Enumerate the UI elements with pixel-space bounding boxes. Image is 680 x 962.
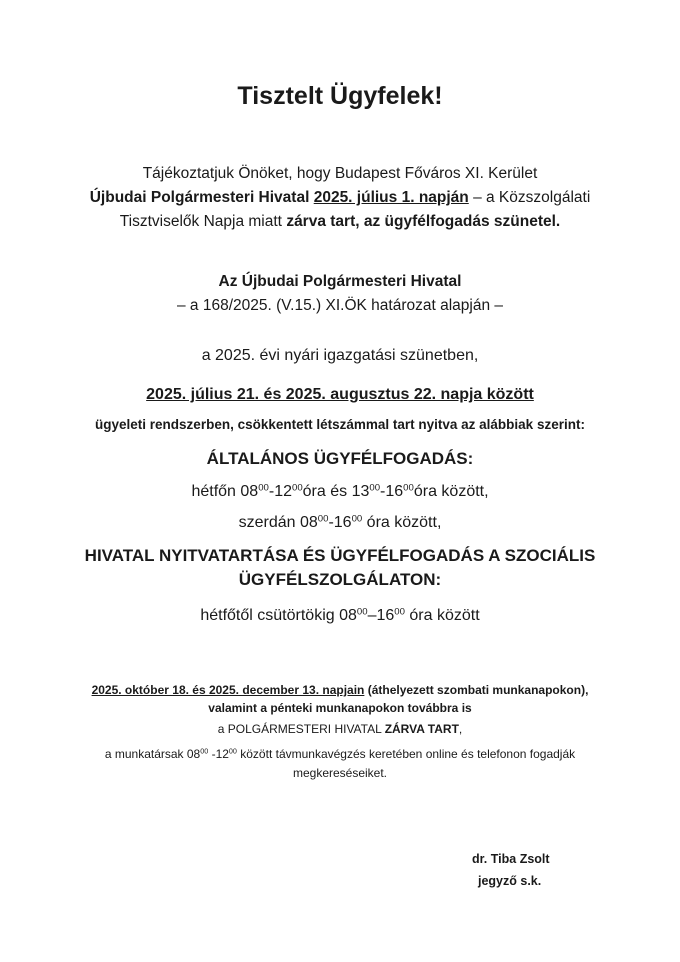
office-name: Újbudai Polgármesteri Hivatal (89, 189, 310, 206)
intro-line-3 (0, 213, 680, 231)
social-heading-1: HIVATAL NYITVATARTÁSA ÉS ÜGYFÉLFOGADÁS A SZOCIÁLIS (84, 546, 596, 565)
general-heading: ÁLTALÁNOS ÜGYFÉLFOGADÁS: (206, 449, 474, 468)
intro-line-2-tail: – a Közszolgálati (473, 189, 591, 206)
intro-line-2 (0, 189, 680, 207)
closure-notice: zárva tart, az ügyfélfogadás szünetel. (286, 213, 561, 230)
signature-role: jegyző s.k. (478, 874, 542, 888)
summer-line-3: ügyeleti rendszerben, csökkentett létszámmal tart nyitva az alábbiak szerint: (95, 417, 585, 432)
closed-notice: ZÁRVA TART (384, 722, 459, 736)
summer-period: 2025. július 21. és 2025. augusztus 22. napja között (146, 386, 534, 403)
intro-line-3-head: Tisztviselők Napja miatt (119, 213, 282, 230)
social-heading-2: ÜGYFÉLSZOLGÁLATON: (238, 570, 442, 589)
summer-line-1: a 2025. évi nyári igazgatási szünetben, (201, 347, 479, 364)
general-monday-hours: hétfőn $08^{00}-12^{00}óra$ és $13^{00}-16^{00}óra$ között, (191, 482, 489, 500)
intro-line-1: Tájékoztatjuk Önöket, hogy Budapest Főváros XI. Kerület (142, 165, 538, 182)
general-wednesday-hours: szerdán $08^{00}-16^{00}$ óra között, (238, 513, 442, 531)
saturday-line-5: megkereséseiket. (292, 766, 388, 780)
decision-line-1: Az Újbudai Polgármesteri Hivatal (218, 273, 462, 290)
closure-date: 2025. július 1. napján (313, 189, 469, 206)
saturday-line-4: a munkatársak $08^{00}$ $-12^{00}$ között távmunkavégzés keretében online és telefonon fogadják (104, 746, 576, 761)
page-title: Tisztelt Ügyfelek! (237, 82, 443, 110)
social-hours: hétfőtől csütörtökig $08^{00}-16^{00}$ óra között (200, 606, 480, 624)
decision-line-2: – a 168/2025. (V.15.) XI.ÖK határozat alapján – (176, 297, 503, 314)
saturday-line-2: valamint a pénteki munkanapokon továbbra is (208, 701, 472, 715)
signature-name: dr. Tiba Zsolt (472, 852, 550, 866)
saturday-line-1: 2025. október 18. és 2025. december 13. napjain (áthelyezett szombati munkanapokon), (91, 683, 589, 697)
saturday-dates: 2025. október 18. és 2025. december 13. napjain (91, 683, 365, 697)
saturday-line-3: a POLGÁRMESTERI HIVATAL ZÁRVA TART, (217, 722, 463, 736)
